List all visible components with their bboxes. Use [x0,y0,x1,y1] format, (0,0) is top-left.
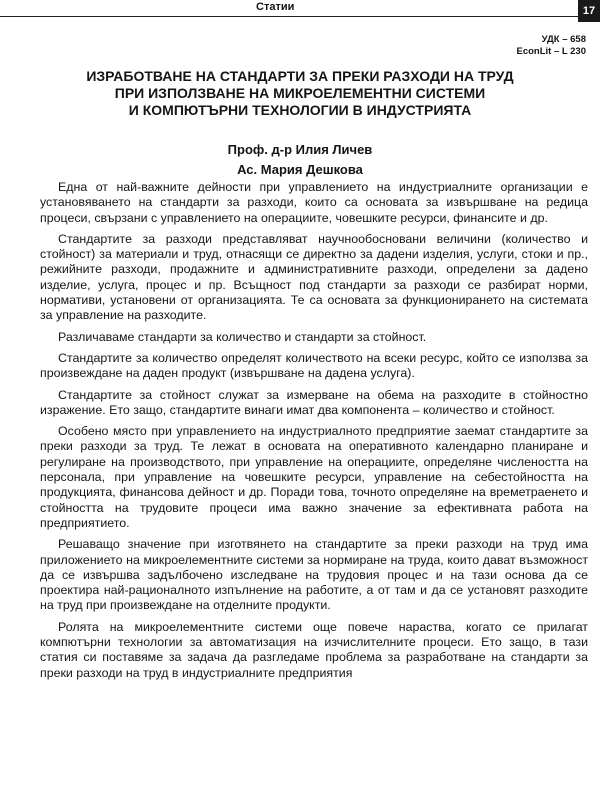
econlit-code: EconLit – L 230 [516,46,586,57]
author-name: Ас. Мария Дешкова [237,162,363,177]
body-paragraph: Различаваме стандарти за количество и стандарти за стойност. [58,329,427,344]
body-paragraph: Стандартите за стойност служат за измерване на обема на разходите в стойностно изражение. Ето защо, стандартите винаги имат два компонента – количество и стойност. [40,387,588,417]
body-paragraph: Стандартите за количество определят количеството на всеки ресурс, който се използва за произвеждане на даден продукт (извършване на дадена услуга). [40,350,588,381]
body-paragraph: Една от най-важните дейности при управлението на индустриалните организации е установяването на стандарти за разходи, които са основата за извършване на редица процеси, свързани с управлението на операциите, човешките ресурси, финансите и др. [40,180,588,225]
title-line: И КОМПЮТЪРНИ ТЕХНОЛОГИИ В ИНДУСТРИЯТА [128,102,472,118]
body-paragraph: Ролята на микроелементните системи още повече нараства, когато се прилагат компютърни технологии за автоматизация на изчислителните процеси. Ето защо, в тази статия си поставяме за задача да разгледаме проблема за разработване на стандарти за преки разходи на труд в индустриалните предприятия [40,619,588,680]
body-paragraph: Стандартите за разходи представляват научнообосновани величини (количество и стойност) за материали и труд, отнасящи се директно за дадени изделия, услуги, стоки и пр., режийните разходи, продажните и административните разходи, определени за дадено изделие, услуга, процес и пр. Всъщност под стандарти за разходи се разбират норми, нормативи, установени от организацията. Те са основата за функционирането на системата за управление на разходите. [40,231,588,323]
udk-code: УДК – 658 [541,34,586,45]
running-header [0,0,600,17]
article-body [40,180,588,687]
section-label: Статии [256,1,295,13]
classification-codes [516,34,586,58]
page-number-box: 17 [578,0,600,22]
author-name: Проф. д-р Илия Личев [227,142,373,157]
body-paragraph: Особено място при управлението на индустриалното предприятие заемат стандартите за преки разходи за труд. Те лежат в основата на оперативното календарно планиране и регулиране на производството, при управление на операциите, определяне числеността на персонала, при управление на човешките ресурси, управление на себестойността на продукцията, финансова дейност и др. Поради това, точното определяне на времетраенето и стойността на трудовите процеси има важно значение за ефективната работа на предприятието. [40,424,588,530]
title-line: ПРИ ИЗПОЛЗВАНЕ НА МИКРОЕЛЕМЕНТНИ СИСТЕМИ [114,85,486,101]
title-line: ИЗРАБОТВАНЕ НА СТАНДАРТИ ЗА ПРЕКИ РАЗХОДИ НА ТРУД [86,68,514,84]
article-title [30,68,570,119]
author-block [0,140,600,180]
body-paragraph: Решаващо значение при изготвянето на стандартите за преки разходи на труд има приложението на микроелементните системи за нормиране на труда, които дават възможност да се извършва задълбочено изследване на трудовия процес и на тази основа да се проектира най-рационалното изпълнение на работите, а от там и да се установят разходите на труд при произвеждане на отделните продукти. [40,537,588,613]
